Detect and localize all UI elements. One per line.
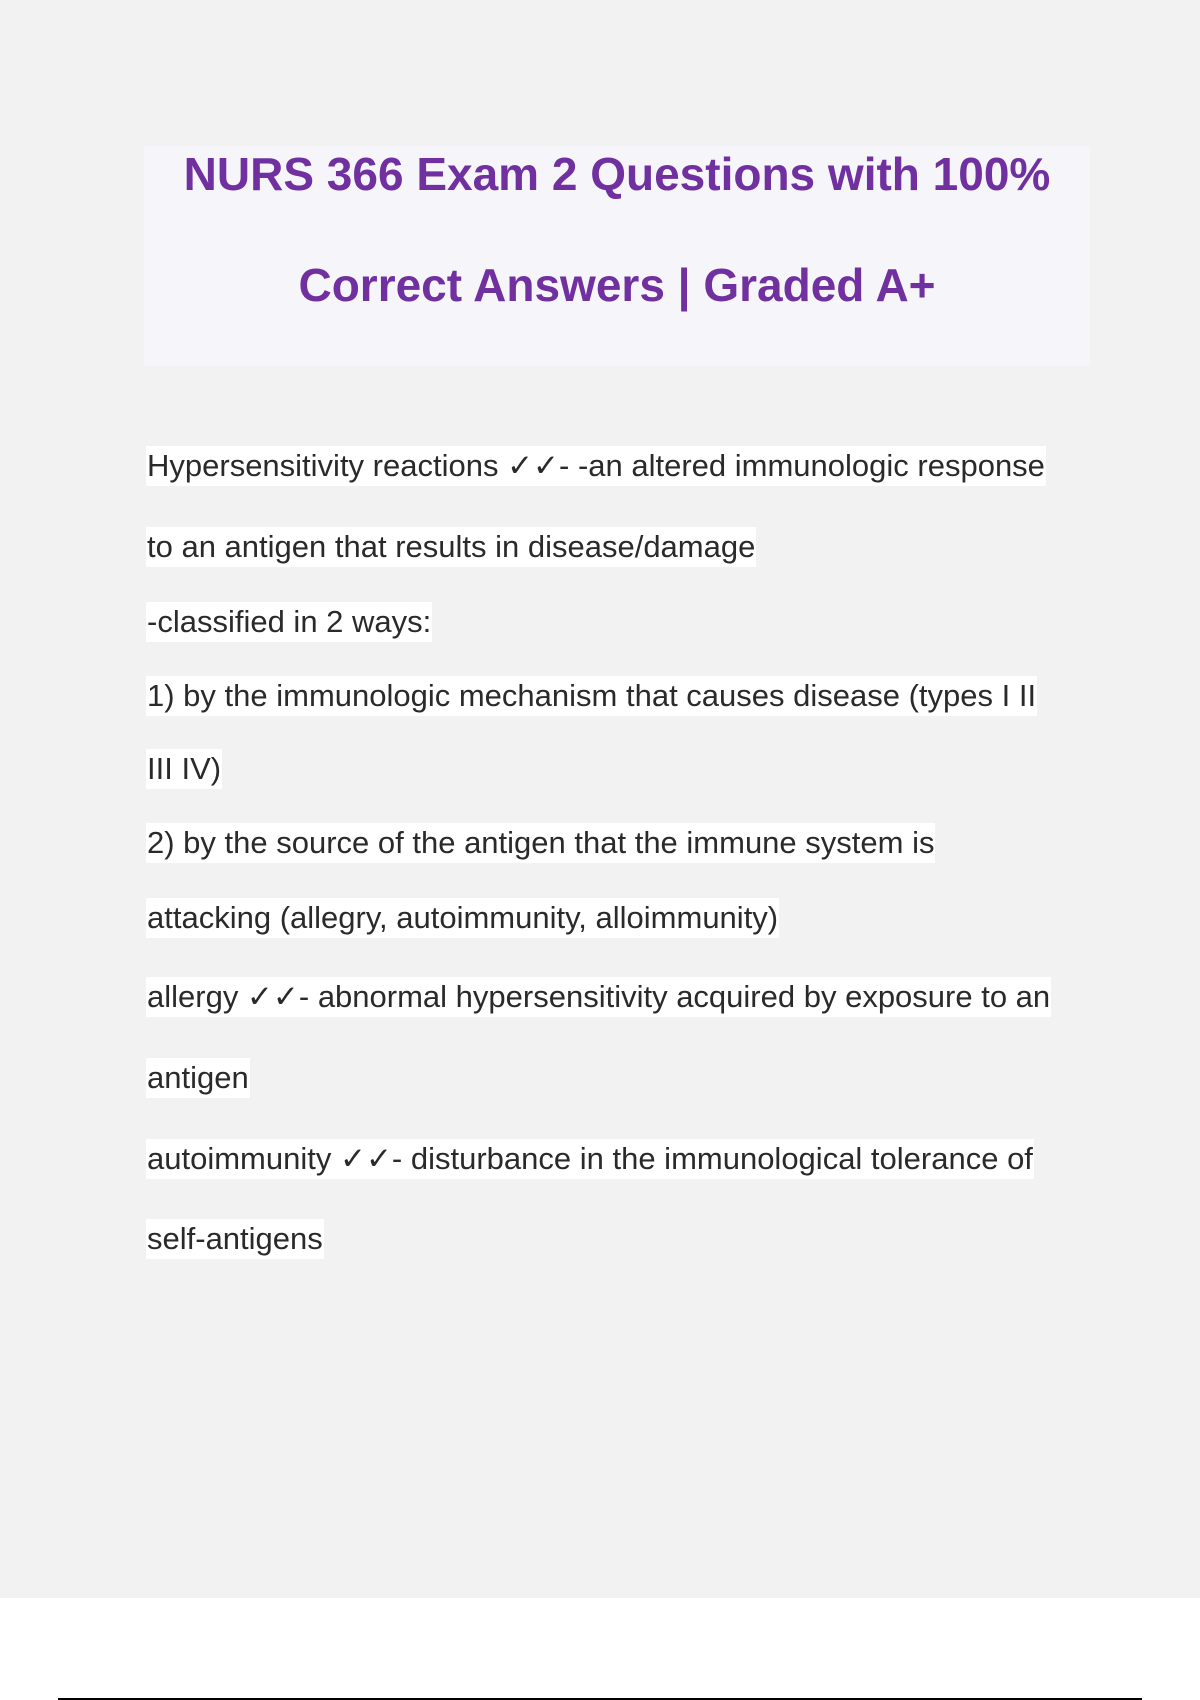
body-line: antigen	[146, 1058, 250, 1098]
body-line: to an antigen that results in disease/damage	[146, 527, 756, 567]
body-line: 2) by the source of the antigen that the immune system is	[146, 823, 935, 863]
body-line: autoimmunity ✓✓- disturbance in the immunological tolerance of	[146, 1139, 1034, 1179]
document-title-line-2: Correct Answers | Graded A+	[298, 259, 936, 311]
body-line: Hypersensitivity reactions ✓✓- -an altered immunologic response	[146, 446, 1046, 486]
body-line: attacking (allegry, autoimmunity, alloimmunity)	[146, 898, 779, 938]
body-line: 1) by the immunologic mechanism that causes disease (types I II	[146, 676, 1037, 716]
body-line: allergy ✓✓- abnormal hypersensitivity acquired by exposure to an	[146, 977, 1051, 1017]
body-line: III IV)	[146, 749, 222, 789]
document-title-line-1: NURS 366 Exam 2 Questions with 100%	[183, 148, 1051, 200]
body-line: -classified in 2 ways:	[146, 602, 432, 642]
body-line: self-antigens	[146, 1219, 324, 1259]
